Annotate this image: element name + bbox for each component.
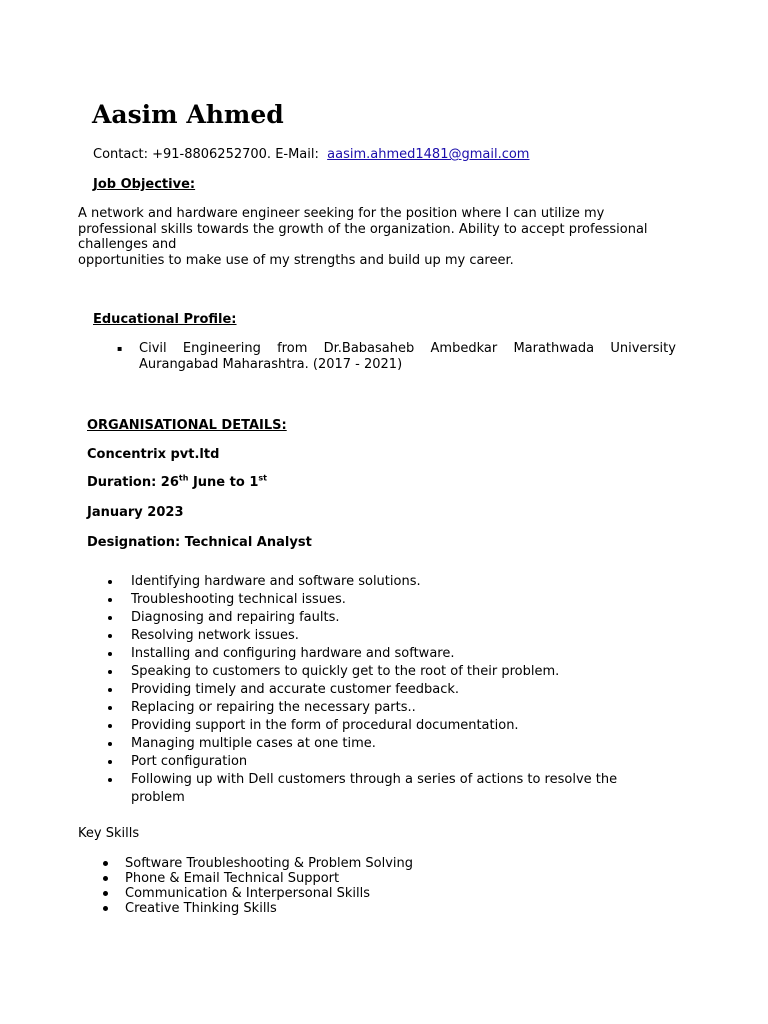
duration-mid: June to 1 bbox=[188, 475, 259, 490]
bullet-icon bbox=[108, 778, 112, 782]
bullet-icon bbox=[108, 580, 112, 584]
list-item: Creative Thinking Skills bbox=[103, 901, 413, 916]
bullet-icon bbox=[103, 861, 108, 866]
duties-list bbox=[108, 573, 668, 807]
bullet-icon bbox=[108, 634, 112, 638]
candidate-name: Aasim Ahmed bbox=[92, 100, 284, 129]
education-word: Civil bbox=[139, 341, 167, 356]
designation: Designation: Technical Analyst bbox=[87, 535, 312, 550]
education-word: Ambedkar bbox=[430, 341, 498, 356]
list-item: Software Troubleshooting & Problem Solving bbox=[103, 856, 413, 871]
objective-line: challenges and bbox=[78, 237, 177, 252]
duration-line bbox=[87, 475, 267, 490]
list-item: Providing timely and accurate customer feedback. bbox=[108, 681, 668, 699]
bullet-icon bbox=[108, 688, 112, 692]
list-item: Diagnosing and repairing faults. bbox=[108, 609, 668, 627]
education-word: University bbox=[610, 341, 676, 356]
bullet-icon bbox=[108, 724, 112, 728]
company-name: Concentrix pvt.ltd bbox=[87, 447, 220, 462]
list-item: Providing support in the form of procedural documentation. bbox=[108, 717, 668, 735]
education-line-2: Aurangabad Maharashtra. (2017 - 2021) bbox=[139, 357, 403, 372]
bullet-icon bbox=[108, 706, 112, 710]
ordinal-suffix: st bbox=[258, 473, 267, 483]
list-item: Phone & Email Technical Support bbox=[103, 871, 413, 886]
list-item: Replacing or repairing the necessary parts.. bbox=[108, 699, 668, 717]
bullet-icon bbox=[108, 598, 112, 602]
education-word: Marathwada bbox=[513, 341, 595, 356]
contact-line bbox=[93, 147, 529, 162]
list-item: Installing and configuring hardware and software. bbox=[108, 645, 668, 663]
bullet-icon bbox=[103, 876, 108, 881]
objective-line: professional skills towards the growth of the organization. Ability to accept professional bbox=[78, 221, 648, 237]
duration-start: Duration: 26 bbox=[87, 475, 179, 490]
list-item: Speaking to customers to quickly get to the root of their problem. bbox=[108, 663, 668, 681]
bullet-icon bbox=[108, 652, 112, 656]
job-objective-heading: Job Objective: bbox=[93, 177, 196, 192]
organisation-heading: ORGANISATIONAL DETAILS: bbox=[87, 418, 287, 433]
key-skills-heading: Key Skills bbox=[78, 826, 140, 841]
bullet-icon bbox=[108, 742, 112, 746]
bullet-icon bbox=[108, 616, 112, 620]
list-item: Communication & Interpersonal Skills bbox=[103, 886, 413, 901]
education-word: Dr.Babasaheb bbox=[323, 341, 415, 356]
list-item: Following up with Dell customers through a series of actions to resolve the problem bbox=[108, 771, 651, 807]
bullet-icon bbox=[103, 906, 108, 911]
email-link[interactable]: aasim.ahmed1481@gmail.com bbox=[327, 147, 530, 162]
list-item: Managing multiple cases at one time. bbox=[108, 735, 668, 753]
bullet-icon bbox=[108, 760, 112, 764]
job-objective-text bbox=[78, 206, 678, 268]
skills-list bbox=[103, 856, 413, 916]
list-item: Resolving network issues. bbox=[108, 627, 668, 645]
education-word: Engineering bbox=[182, 341, 261, 356]
ordinal-suffix: th bbox=[178, 473, 189, 483]
objective-line: A network and hardware engineer seeking for the position where I can utilize my bbox=[78, 206, 605, 221]
education-heading: Educational Profile: bbox=[93, 312, 237, 327]
duration-end: January 2023 bbox=[87, 505, 184, 520]
objective-line: opportunities to make use of my strengths and build up my career. bbox=[78, 252, 514, 268]
list-item: Identifying hardware and software solutions. bbox=[108, 573, 668, 591]
bullet-icon bbox=[103, 891, 108, 896]
contact-phone: Contact: +91-8806252700. E-Mail: bbox=[93, 147, 319, 162]
square-bullet-icon: ▪ bbox=[117, 344, 123, 353]
bullet-icon bbox=[108, 670, 112, 674]
education-word: from bbox=[277, 341, 308, 356]
education-line-1 bbox=[139, 341, 676, 358]
list-item: Troubleshooting technical issues. bbox=[108, 591, 668, 609]
list-item: Port configuration bbox=[108, 753, 668, 771]
